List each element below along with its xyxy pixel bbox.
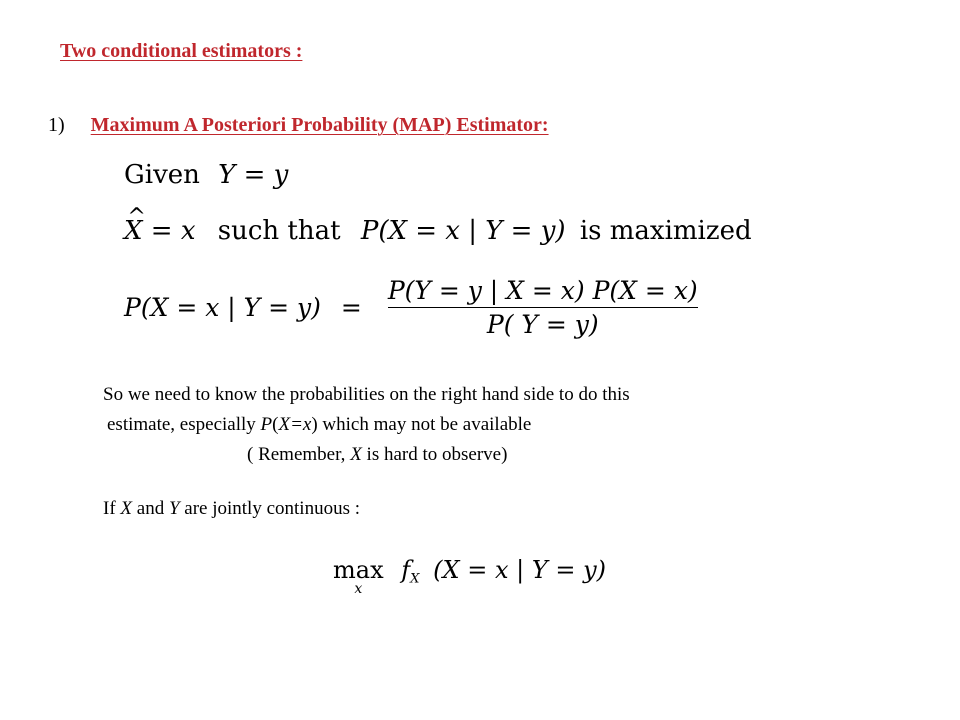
slide-title: Two conditional estimators : <box>60 40 303 62</box>
map-definition-equation <box>124 216 752 246</box>
bayes-lhs: P(X = x | Y = y) <box>124 292 321 322</box>
density-subscript: X <box>410 571 420 587</box>
bayes-equation <box>124 272 698 342</box>
max-operator <box>333 556 384 597</box>
text-run: ) which may not be available <box>311 414 532 435</box>
max-subscript: x <box>354 581 363 597</box>
text-run: If <box>103 498 121 519</box>
text-run-italic: X <box>120 498 133 519</box>
max-density-equation <box>333 556 606 597</box>
text-run: and <box>132 498 169 519</box>
estimate-lhs: ^ X = x <box>124 216 196 246</box>
text-run: ( <box>272 414 279 435</box>
given-equation <box>124 160 288 190</box>
bayes-fraction <box>388 276 698 339</box>
given-expression: Y = y <box>218 160 289 190</box>
bayes-denominator: P( Y = y) <box>486 309 599 339</box>
text-run-italic: X <box>350 444 362 465</box>
paragraph-line-2 <box>107 414 531 436</box>
section-heading <box>48 114 549 137</box>
density-argument: (X = x | Y = y) <box>433 556 606 584</box>
paragraph-line-3 <box>247 444 507 466</box>
max-word: max <box>333 556 384 584</box>
given-word: Given <box>124 160 200 190</box>
text-run: are jointly continuous : <box>179 498 361 519</box>
density-symbol: f <box>401 556 411 584</box>
probability-expression: P(X = x | Y = y) <box>360 216 566 246</box>
text-run-italic: P <box>260 414 273 435</box>
paragraph-line-1: So we need to know the probabilities on the right hand side to do this <box>103 384 630 405</box>
is-maximized-text: is maximized <box>579 216 752 246</box>
text-run-italic: Y <box>168 498 180 519</box>
fraction-bar <box>388 307 698 308</box>
equals-sign: = <box>340 292 362 322</box>
section-title: Maximum A Posteriori Probability (MAP) Estimator: <box>90 114 549 136</box>
section-number: 1) <box>48 114 65 136</box>
such-that-text: such that <box>217 216 341 246</box>
bayes-numerator: P(Y = y | X = x) P(X = x) <box>387 275 698 305</box>
text-run: estimate, especially <box>107 414 261 435</box>
text-run: ( Remember, <box>247 444 351 465</box>
text-run-italic: X=x <box>278 414 312 435</box>
paragraph-line-4 <box>103 498 360 520</box>
text-run: is hard to observe) <box>361 444 508 465</box>
